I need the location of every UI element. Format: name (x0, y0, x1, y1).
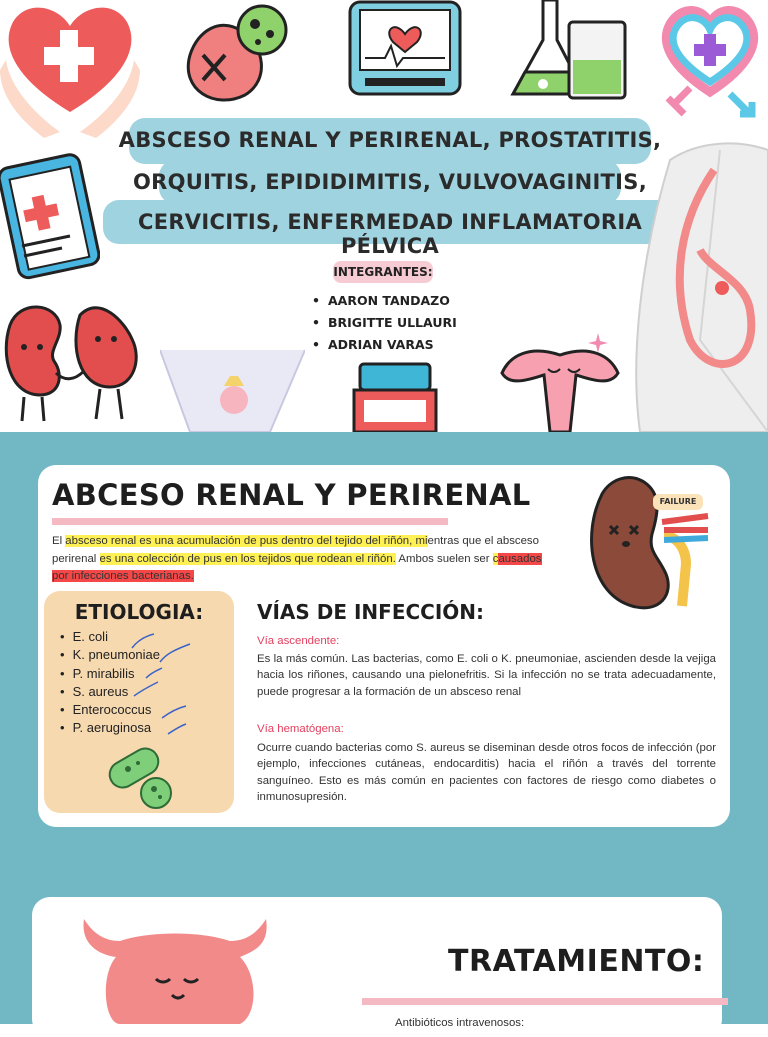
lab-flask-icon (505, 0, 635, 104)
tratamiento-first-item: Antibióticos intravenosos: (395, 1017, 525, 1029)
etiologia-title: ETIOLOGIA: (74, 600, 204, 624)
doctor-coat-icon (630, 140, 768, 432)
check-marks-icon (130, 630, 200, 742)
medicine-bottle-icon (350, 360, 440, 432)
clipboard-icon (0, 150, 100, 282)
failure-badge: FAILURE (653, 494, 703, 510)
health-heart-icon (660, 2, 760, 122)
tratamiento-heading: TRATAMIENTO: (448, 944, 705, 979)
via-ascendente-text: Es la más común. Las bacterias, como E. coli o K. pneumoniae, ascienden desde la vejiga hacia los riñones, causando una pielonefritis. Si la infección no se trata adecuadamente, puede progresar a la formación de un absceso renal (257, 653, 716, 698)
bladder-icon (80, 915, 270, 1024)
title-line-2: ORQUITIS, EPIDIDIMITIS, VULVOVAGINITIS, (132, 170, 648, 194)
section-heading: ABCESO RENAL Y PERIRENAL (52, 478, 531, 512)
cover-section (0, 0, 768, 432)
uterus-icon (490, 325, 630, 432)
title-line-3: CERVICITIS, ENFERMEDAD INFLAMATORIA PÉLVICA (137, 210, 643, 258)
members-list (312, 290, 457, 356)
bacteria-icon (100, 745, 180, 813)
etiologia-item: • Enterococcus (60, 701, 160, 719)
member-item: • AARON TANDAZO (312, 290, 457, 312)
etiologia-item: • E. coli (60, 628, 160, 646)
member-item: • BRIGITTE ULLAURI (312, 312, 457, 334)
via-ascendente-label: Vía ascendente: (257, 635, 340, 647)
title-line-1: ABSCESO RENAL Y PERIRENAL, PROSTATITIS, (118, 128, 662, 152)
via-hematogena-label: Vía hematógena: (257, 723, 344, 735)
title-block (103, 118, 677, 258)
tratamiento-underline (362, 998, 728, 1005)
etiologia-item: • K. pneumoniae (60, 646, 160, 664)
etiologia-item: • P. aeruginosa (60, 719, 160, 737)
pelvis-icon (160, 340, 305, 432)
infection-icon (170, 0, 300, 110)
members-label: INTEGRANTES: (333, 261, 433, 283)
etiologia-item: • P. mirabilis (60, 665, 160, 683)
heart-monitor-icon (345, 0, 465, 100)
vias-title: VÍAS DE INFECCIÓN: (257, 600, 485, 624)
member-item: • ADRIAN VARAS (312, 334, 457, 356)
heading-underline (52, 518, 448, 525)
via-hematogena-text: Ocurre cuando bacterias como S. aureus se diseminan desde otros focos de infección (por ejemplo, infecciones cutáneas, endocarditis) hacia el riñón a través del torrente sanguíneo. Esto es más común en pacientes con factores de riesgo como diabetes o inmunosupresión. (257, 742, 716, 804)
etiologia-item: • S. aureus (60, 683, 160, 701)
kidneys-icon (0, 295, 150, 425)
intro-paragraph: El absceso renal es una acumulación de pus dentro del tejido del riñón, mientras que el absceso perirenal es una colección de pus en los tejidos que rodean el riñón. Ambos suelen ser causados por infecciones bacterianas. (52, 535, 542, 582)
